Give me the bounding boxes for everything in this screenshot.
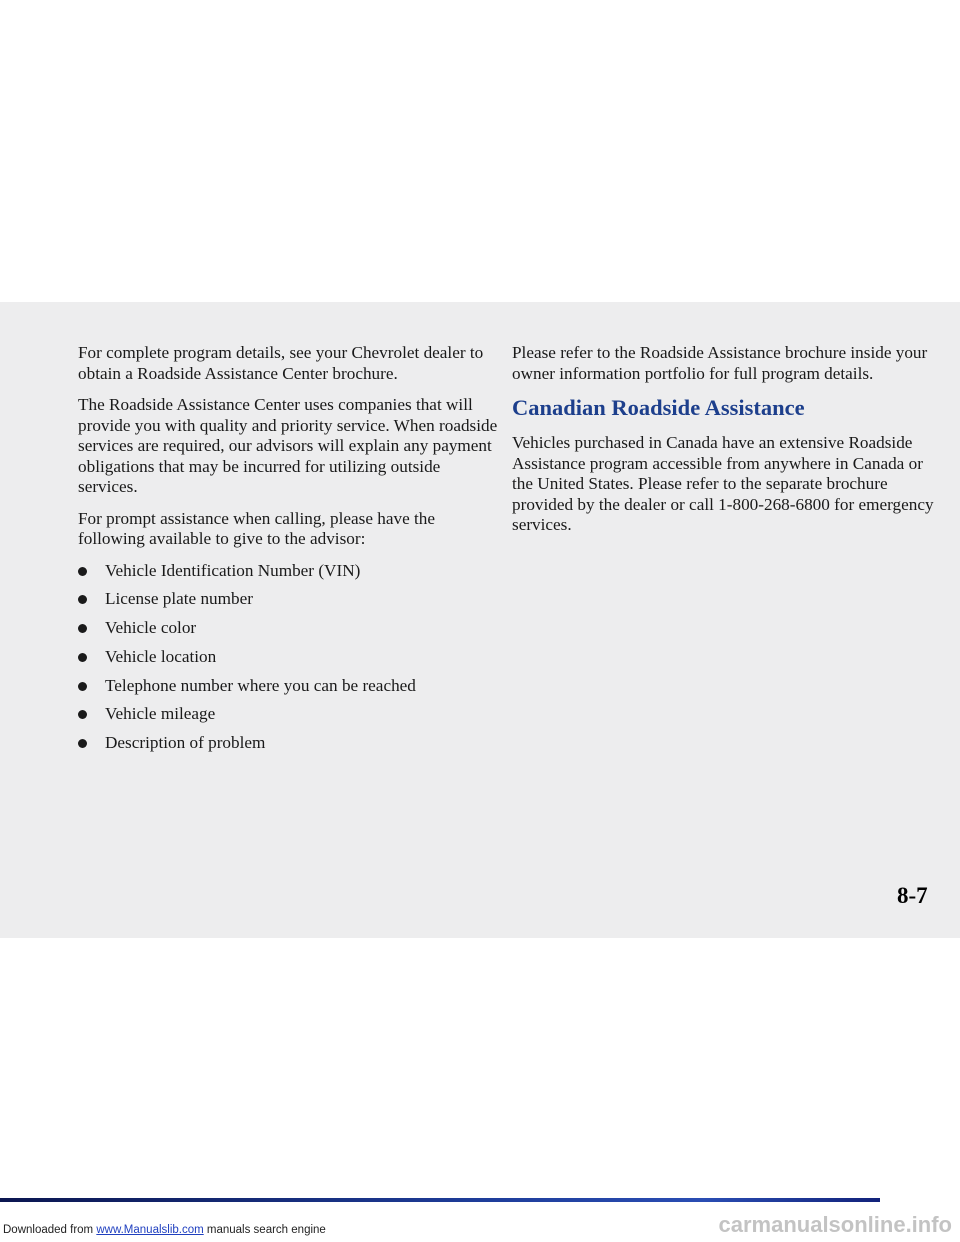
list-item (78, 647, 498, 668)
page-number: 8-7 (897, 883, 928, 908)
manualslib-link[interactable]: www.Manualslib.com (96, 1224, 204, 1236)
list-item-text: Vehicle Identification Number (VIN) (105, 560, 361, 580)
download-footer (3, 1224, 326, 1236)
paragraph-prompt-assistance: For prompt assistance when calling, please have the following available to give to the advisor: (78, 508, 436, 548)
paragraph-service-center: The Roadside Assistance Center uses companies that will provide you with quality and priority service. When roadside services are required, our advisors will explain any payment obligations that may be incurred for utilizing outside services. (78, 395, 498, 496)
bullet-icon (78, 595, 87, 604)
advisor-info-list (78, 561, 498, 754)
footer-suffix: manuals search engine (203, 1224, 326, 1236)
list-item (78, 676, 498, 697)
left-column (78, 343, 498, 762)
paragraph-program-details: For complete program details, see your Chevrolet dealer to obtain a Roadside Assistance Center brochure. (78, 343, 484, 383)
list-item-text: License plate number (105, 589, 253, 609)
bullet-icon (78, 653, 87, 662)
list-item (78, 561, 498, 582)
footer-prefix: Downloaded from (3, 1224, 97, 1236)
list-item-text: Telephone number where you can be reached (105, 675, 416, 695)
bullet-icon (78, 739, 87, 748)
list-item-text: Description of problem (105, 733, 266, 753)
list-item (78, 733, 498, 754)
bullet-icon (78, 682, 87, 691)
watermark-text: carmanualsonline.info (718, 1212, 952, 1237)
list-item (78, 704, 498, 725)
bullet-icon (78, 567, 87, 576)
list-item (78, 618, 498, 639)
paragraph-brochure-reference: Please refer to the Roadside Assistance brochure inside your owner information portfolio for full program details. (512, 343, 928, 383)
list-item-text: Vehicle mileage (105, 704, 216, 724)
paragraph-canadian-assistance: Vehicles purchased in Canada have an extensive Roadside Assistance program accessible from anywhere in Canada or the United States. Please refer to the separate brochure provided by the dealer or call 1-800-268-6800 for emergency services. (512, 433, 934, 534)
page-rule (0, 1198, 880, 1202)
list-item-text: Vehicle color (105, 618, 197, 638)
right-column (512, 343, 942, 547)
bullet-icon (78, 710, 87, 719)
list-item (78, 589, 498, 610)
bullet-icon (78, 624, 87, 633)
list-item-text: Vehicle location (105, 646, 217, 666)
section-title: Canadian Roadside Assistance (512, 395, 805, 420)
